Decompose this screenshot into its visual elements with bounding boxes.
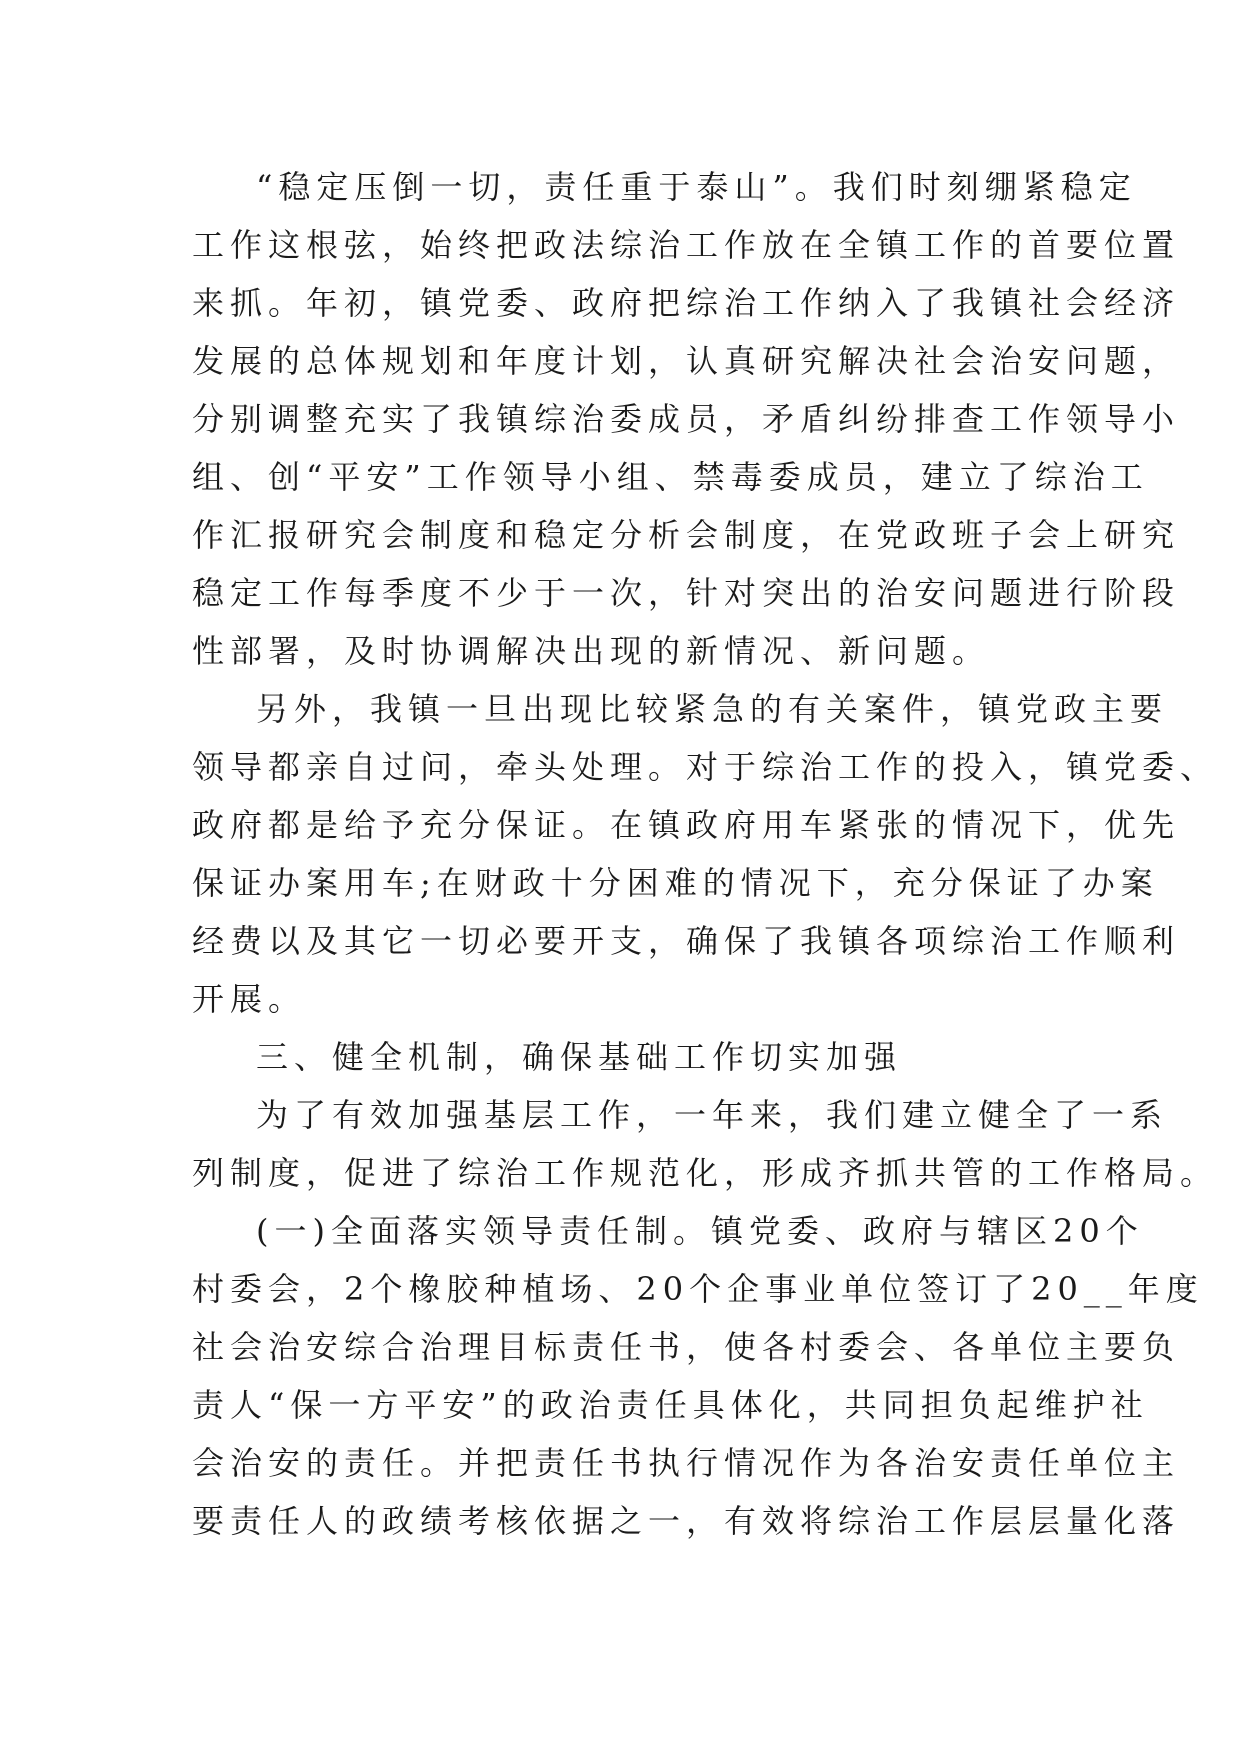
text-line: 稳定工作每季度不少于一次，针对突出的治安问题进行阶段 — [192, 574, 1181, 612]
text-line: 组、创“平安”工作领导小组、禁毒委成员，建立了综治工 — [192, 458, 1149, 496]
text-line: 分别调整充实了我镇综治委成员，矛盾纠纷排查工作领导小 — [192, 400, 1181, 438]
document-body — [192, 158, 1219, 1550]
text-line: 为了有效加强基层工作，一年来，我们建立健全了一系 — [256, 1096, 1169, 1134]
text-line: 要责任人的政绩考核依据之一，有效将综治工作层层量化落 — [192, 1502, 1181, 1540]
paragraph-stability-first — [192, 158, 1181, 680]
text-line: 经费以及其它一切必要开支，确保了我镇各项综治工作顺利 — [192, 922, 1181, 960]
text-line: 保证办案用车;在财政十分困难的情况下，充分保证了办案 — [192, 864, 1159, 902]
heading-line: 三、健全机制，确保基础工作切实加强 — [256, 1038, 903, 1076]
paragraph-mechanism-intro — [192, 1086, 1219, 1202]
text-line: “稳定压倒一切，责任重于泰山”。我们时刻绷紧稳定 — [256, 168, 1137, 206]
text-line: 村委会，2个橡胶种植场、20个企事业单位签订了20__年度 — [192, 1270, 1204, 1308]
text-line: 性部署，及时协调解决出现的新情况、新问题。 — [192, 632, 991, 670]
text-line: 来抓。年初，镇党委、政府把综治工作纳入了我镇社会经济 — [192, 284, 1181, 322]
text-line: 领导都亲自过问，牵头处理。对于综治工作的投入，镇党委、 — [192, 748, 1219, 786]
text-line: 工作这根弦，始终把政法综治工作放在全镇工作的首要位置 — [192, 226, 1181, 264]
paragraph-leadership-involvement — [192, 680, 1219, 1028]
text-line: 另外，我镇一旦出现比较紧急的有关案件，镇党政主要 — [256, 690, 1169, 728]
text-line: 会治安的责任。并把责任书执行情况作为各治安责任单位主 — [192, 1444, 1181, 1482]
section-heading-3 — [192, 1028, 1072, 1086]
text-line: 责人“保一方平安”的政治责任具体化，共同担负起维护社 — [192, 1386, 1149, 1424]
text-line: 开展。 — [192, 980, 307, 1018]
text-line: 列制度，促进了综治工作规范化，形成齐抓共管的工作格局。 — [192, 1154, 1219, 1192]
text-line: 作汇报研究会制度和稳定分析会制度，在党政班子会上研究 — [192, 516, 1181, 554]
text-line: (一)全面落实领导责任制。镇党委、政府与辖区20个 — [256, 1212, 1144, 1250]
text-line: 发展的总体规划和年度计划，认真研究解决社会治安问题， — [192, 342, 1181, 380]
text-line: 社会治安综合治理目标责任书，使各村委会、各单位主要负 — [192, 1328, 1181, 1366]
paragraph-responsibility-system — [192, 1202, 1204, 1550]
text-line: 政府都是给予充分保证。在镇政府用车紧张的情况下，优先 — [192, 806, 1181, 844]
